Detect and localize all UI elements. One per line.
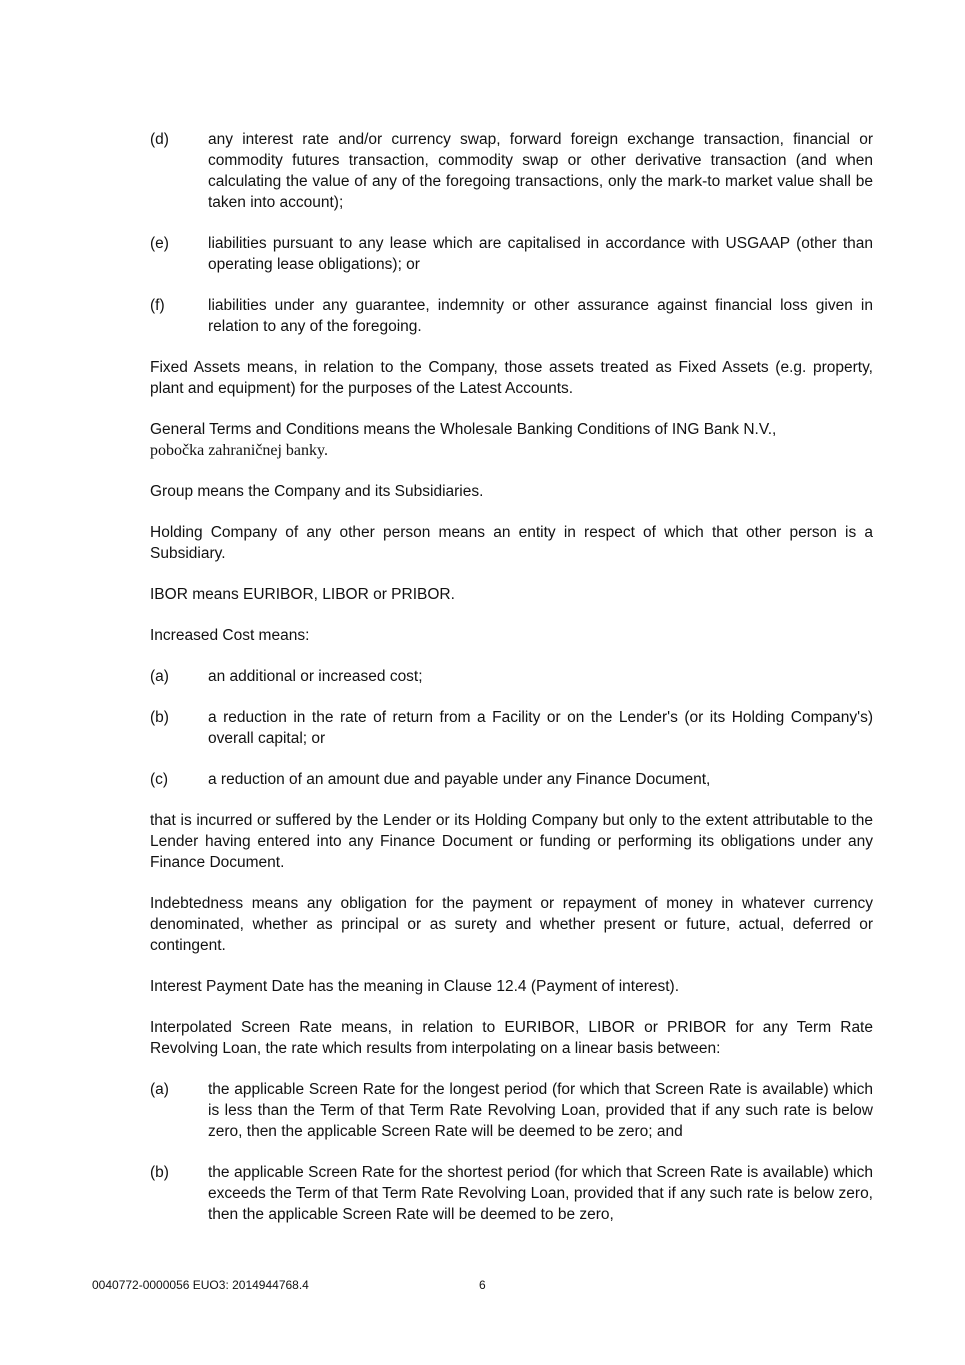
item-text: a reduction of an amount due and payable under any Finance Document, bbox=[208, 771, 711, 788]
item-text: a reduction in the rate of return from a Facility or on the Lender's (or its Holding Company's) overall capital; or bbox=[208, 709, 873, 747]
definition-increased-cost: Increased Cost means: bbox=[150, 627, 310, 644]
list-item-f bbox=[150, 295, 873, 337]
definition-interest-payment-date: Interest Payment Date has the meaning in Clause 12.4 (Payment of interest). bbox=[150, 978, 679, 995]
item-text: the applicable Screen Rate for the shortest period (for which that Screen Rate is available) which exceeds the Term of that Term Rate Revolving Loan, provided that if any such rate is below zero, then the applicable Screen Rate will be deemed to be zero, bbox=[208, 1164, 873, 1223]
item-label: (a) bbox=[150, 1081, 169, 1098]
increased-cost-outro: that is incurred or suffered by the Lender or its Holding Company but only to the extent attributable to the Lender having entered into any Finance Document or funding or performing its obligations under any Finance Document. bbox=[150, 812, 873, 871]
definition-serif-text: pobočka zahraničnej banky. bbox=[150, 442, 328, 459]
list-item-e bbox=[150, 233, 873, 275]
definition-holding-company: Holding Company of any other person means an entity in respect of which that other person is a Subsidiary. bbox=[150, 524, 873, 562]
footer-document-reference: 0040772-0000056 EUO3: 2014944768.4 bbox=[92, 1278, 309, 1292]
definition-text: General Terms and Conditions means the Wholesale Banking Conditions of ING Bank N.V., bbox=[150, 421, 777, 438]
item-label: (f) bbox=[150, 297, 165, 314]
definition-indebtedness: Indebtedness means any obligation for the payment or repayment of money in whatever currency denominated, whether as principal or as surety and whether present or future, actual, deferred or contingent. bbox=[150, 895, 873, 954]
item-label: (b) bbox=[150, 709, 169, 726]
list-item-b bbox=[150, 1162, 873, 1225]
item-text: the applicable Screen Rate for the longest period (for which that Screen Rate is available) which is less than the Term of that Term Rate Revolving Loan, provided that if any such rate is below zero, then the applicable Screen Rate will be deemed to be zero; and bbox=[208, 1081, 873, 1140]
item-label: (b) bbox=[150, 1164, 169, 1181]
list-item-d bbox=[150, 129, 873, 213]
item-label: (e) bbox=[150, 235, 169, 252]
item-label: (a) bbox=[150, 668, 169, 685]
document-body bbox=[150, 129, 873, 1245]
item-text: liabilities pursuant to any lease which are capitalised in accordance with USGAAP (other than operating lease obligations); or bbox=[208, 235, 873, 273]
page-number: 6 bbox=[479, 1278, 486, 1292]
item-text: an additional or increased cost; bbox=[208, 668, 423, 685]
list-item-a bbox=[150, 666, 873, 687]
item-label: (c) bbox=[150, 771, 169, 788]
list-item-b bbox=[150, 707, 873, 749]
definition-group: Group means the Company and its Subsidiaries. bbox=[150, 483, 484, 500]
item-label: (d) bbox=[150, 131, 169, 148]
item-text: liabilities under any guarantee, indemnity or other assurance against financial loss given in relation to any of the foregoing. bbox=[208, 297, 873, 335]
definition-interpolated-screen-rate: Interpolated Screen Rate means, in relation to EURIBOR, LIBOR or PRIBOR for any Term Rate Revolving Loan, the rate which results from interpolating on a linear basis between: bbox=[150, 1019, 873, 1057]
definition-ibor: IBOR means EURIBOR, LIBOR or PRIBOR. bbox=[150, 586, 455, 603]
list-item-c bbox=[150, 769, 873, 790]
definition-fixed-assets: Fixed Assets means, in relation to the Company, those assets treated as Fixed Assets (e.g. property, plant and equipment) for the purposes of the Latest Accounts. bbox=[150, 359, 873, 397]
list-item-a bbox=[150, 1079, 873, 1142]
definition-general-terms bbox=[150, 419, 873, 461]
item-text: any interest rate and/or currency swap, forward foreign exchange transaction, financial or commodity futures transaction, commodity swap or other derivative transaction (and when calculating the value of any of the foregoing transactions, only the mark-to market value shall be taken into account); bbox=[208, 131, 873, 211]
